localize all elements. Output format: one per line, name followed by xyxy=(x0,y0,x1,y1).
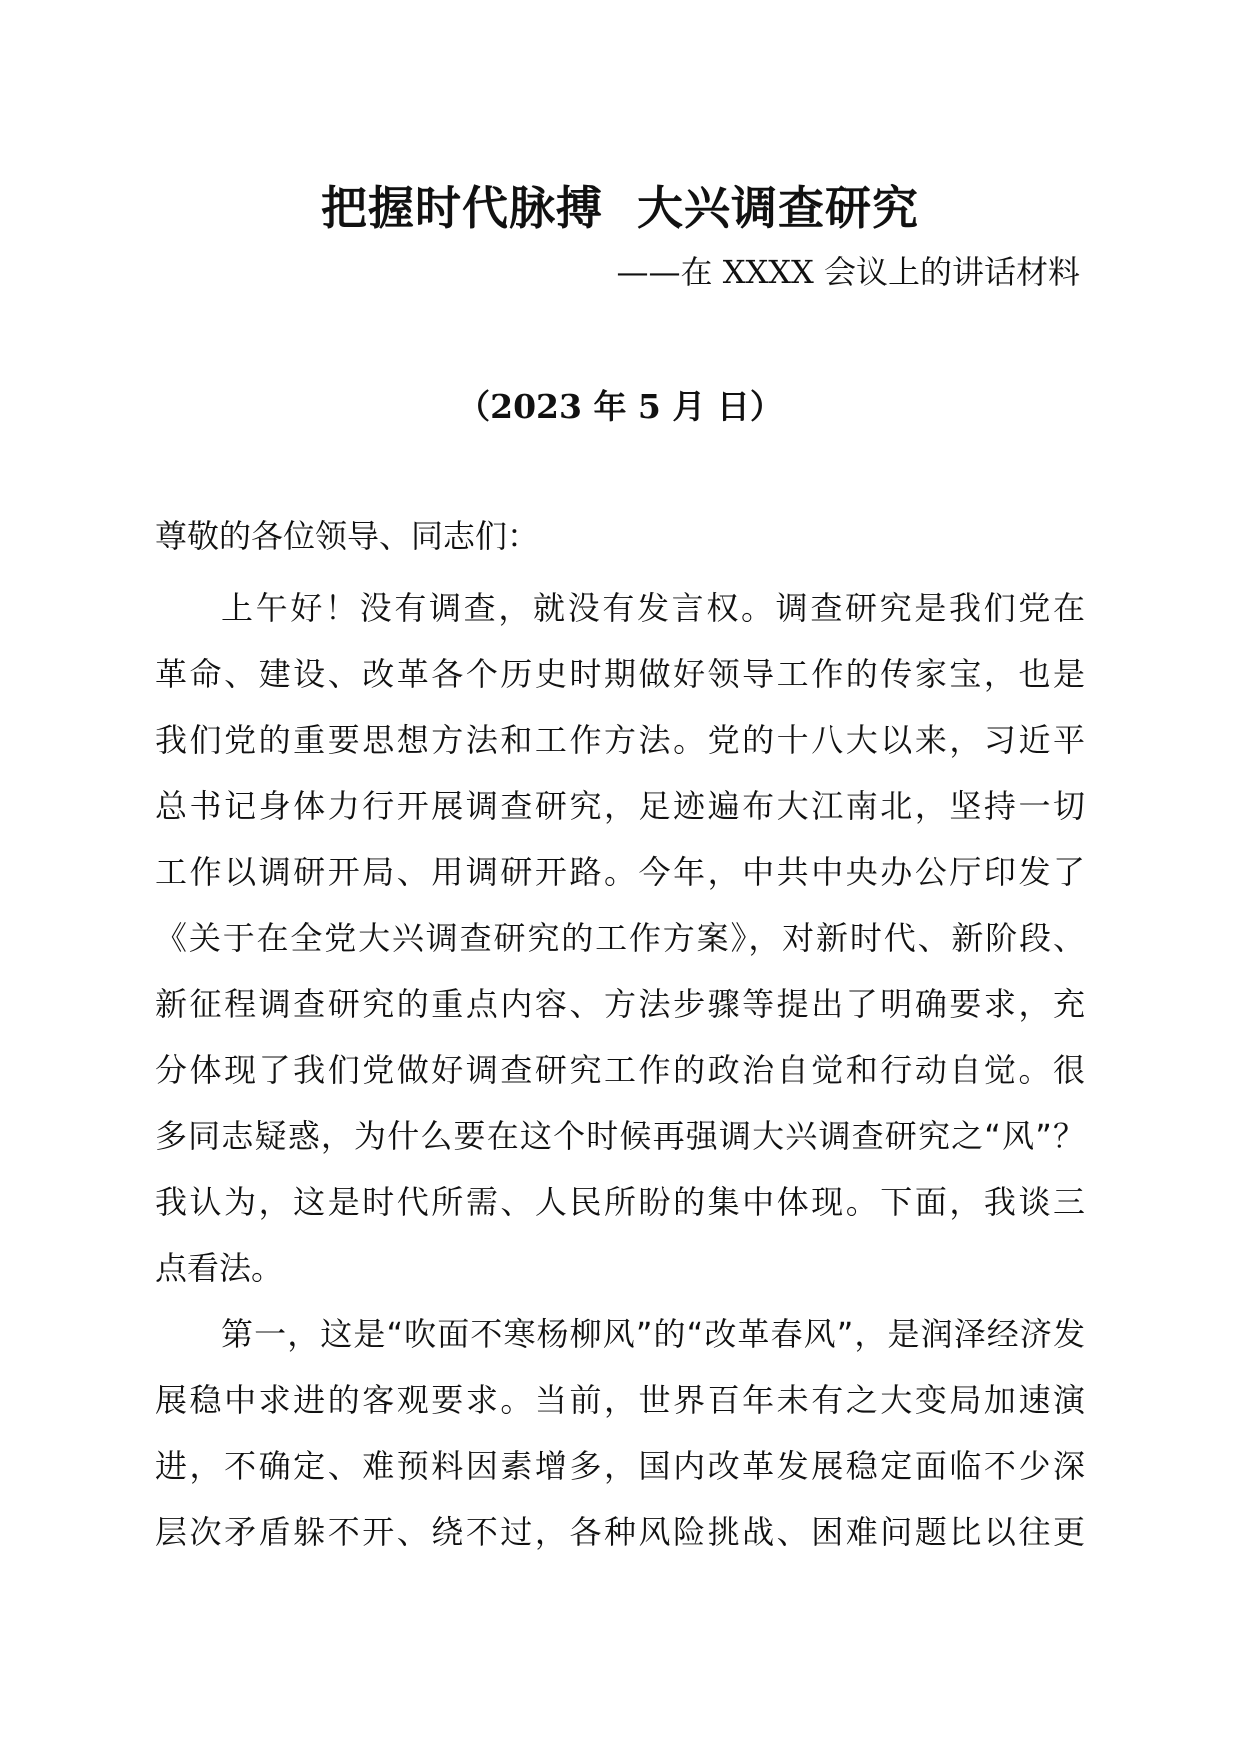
text-line: 我们党的重要思想方法和工作方法。党的十八大以来，习近平 xyxy=(155,721,1085,759)
text-line: 新征程调查研究的重点内容、方法步骤等提出了明确要求，充 xyxy=(155,985,1085,1023)
text-line: 进，不确定、难预料因素增多，国内改革发展稳定面临不少深 xyxy=(155,1447,1085,1485)
text-line: 分体现了我们党做好调查研究工作的政治自觉和行动自觉。很 xyxy=(155,1051,1085,1089)
paragraph-2 xyxy=(155,1301,1085,1565)
document-body xyxy=(155,575,1085,1565)
text-line: 《关于在全党大兴调查研究的工作方案》，对新时代、新阶段、 xyxy=(155,919,1085,957)
document-title: 把握时代脉搏 大兴调查研究 xyxy=(320,181,920,235)
text-line: 展稳中求进的客观要求。当前，世界百年未有之大变局加速演 xyxy=(155,1381,1085,1419)
paragraph-1 xyxy=(155,575,1085,1301)
document-subtitle: ——在 XXXX 会议上的讲话材料 xyxy=(616,253,1080,291)
text-line: 点看法。 xyxy=(155,1249,284,1287)
text-line: 层次矛盾躲不开、绕不过，各种风险挑战、困难问题比以往更 xyxy=(155,1513,1085,1551)
salutation: 尊敬的各位领导、同志们： xyxy=(155,517,540,555)
text-line: 工作以调研开局、用调研开路。今年，中共中央办公厅印发了 xyxy=(155,853,1085,891)
text-line: 革命、建设、改革各个历史时期做好领导工作的传家宝，也是 xyxy=(155,655,1085,693)
text-line: 上午好！没有调查，就没有发言权。调查研究是我们党在 xyxy=(221,589,1085,627)
text-line: 总书记身体力行开展调查研究，足迹遍布大江南北，坚持一切 xyxy=(155,787,1085,825)
document-date: （2023 年 5 月 日） xyxy=(457,387,783,426)
text-line: 第一，这是“吹面不寒杨柳风”的“改革春风”，是润泽经济发 xyxy=(221,1315,1085,1353)
text-line: 多同志疑惑，为什么要在这个时候再强调大兴调查研究之“风”？ xyxy=(155,1117,1085,1155)
text-line: 我认为，这是时代所需、人民所盼的集中体现。下面，我谈三 xyxy=(155,1183,1085,1221)
